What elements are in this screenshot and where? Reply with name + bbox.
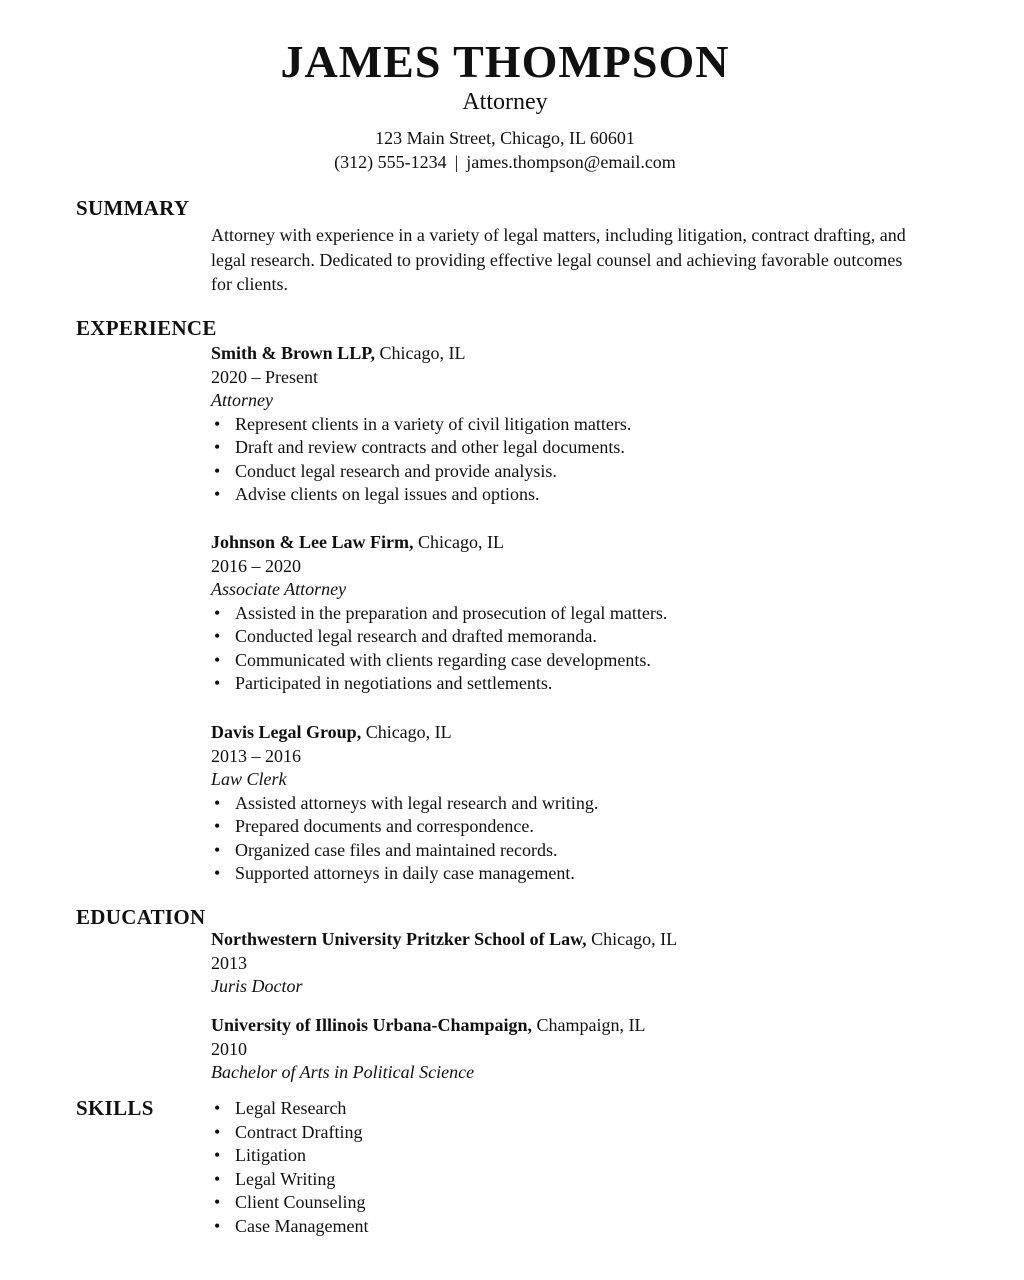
- school-location: Champaign, IL: [536, 1015, 646, 1035]
- skill-item: • Litigation: [211, 1144, 911, 1168]
- job-org-line: [211, 342, 911, 366]
- job-dates: 2013 – 2016: [211, 745, 301, 766]
- skill-item: • Legal Research: [211, 1097, 911, 1121]
- graduation-year: 2013: [211, 952, 247, 973]
- job-role: Associate Attorney: [211, 579, 347, 599]
- school-name: University of Illinois Urbana-Champaign,: [211, 1015, 533, 1035]
- job-location: Chicago, IL: [365, 722, 452, 742]
- job-org: Smith & Brown LLP,: [211, 343, 376, 363]
- job-location: Chicago, IL: [379, 343, 466, 363]
- job-bullets: [211, 792, 911, 886]
- candidate-name: JAMES THOMPSON: [280, 36, 730, 87]
- job-location: Chicago, IL: [418, 532, 504, 552]
- contact-separator: |: [454, 152, 459, 172]
- job-org: Davis Legal Group,: [211, 722, 362, 742]
- job-org: Johnson & Lee Law Firm,: [211, 532, 414, 552]
- summary-text: Attorney with experience in a variety of legal matters, including litigation, contract drafting, and legal research. Dedicated to providing effective legal counsel and achieving favorable outcomes for clients.: [211, 225, 906, 294]
- job-bullet: • Organized case files and maintained records.: [211, 839, 911, 863]
- skills-heading: SKILLS: [76, 1096, 154, 1120]
- job-entry: [211, 342, 911, 507]
- summary-section: [211, 223, 911, 297]
- skill-item: • Client Counseling: [211, 1191, 911, 1215]
- degree: Juris Doctor: [211, 976, 303, 996]
- contact-info: [0, 126, 1010, 174]
- school-location: Chicago, IL: [591, 929, 678, 949]
- candidate-title: Attorney: [462, 89, 548, 115]
- resume-header: [0, 36, 1010, 174]
- phone: (312) 555-1234: [334, 152, 447, 172]
- education-heading: EDUCATION: [76, 905, 206, 929]
- job-bullet: • Conducted legal research and drafted memoranda.: [211, 625, 911, 649]
- job-role: Attorney: [211, 390, 273, 410]
- job-org-line: [211, 721, 911, 745]
- job-dates: 2020 – Present: [211, 366, 318, 387]
- skill-item: • Legal Writing: [211, 1168, 911, 1192]
- experience-heading: EXPERIENCE: [76, 316, 217, 340]
- address: 123 Main Street, Chicago, IL 60601: [375, 128, 635, 148]
- school-line: [211, 1014, 911, 1038]
- job-bullet: • Assisted in the preparation and prosecution of legal matters.: [211, 602, 911, 626]
- job-bullets: [211, 602, 911, 696]
- skills-list: [211, 1097, 911, 1238]
- graduation-year: 2010: [211, 1038, 247, 1059]
- job-role: Law Clerk: [211, 769, 287, 789]
- job-bullet: • Advise clients on legal issues and options.: [211, 483, 911, 507]
- job-entry: [211, 531, 911, 696]
- job-bullet: • Supported attorneys in daily case management.: [211, 862, 911, 886]
- job-bullet: • Represent clients in a variety of civil litigation matters.: [211, 413, 911, 437]
- school-name: Northwestern University Pritzker School of Law,: [211, 929, 587, 949]
- job-bullet: • Conduct legal research and provide analysis.: [211, 460, 911, 484]
- job-bullet: • Draft and review contracts and other legal documents.: [211, 436, 911, 460]
- job-org-line: [211, 531, 911, 555]
- degree: Bachelor of Arts in Political Science: [211, 1062, 475, 1082]
- summary-heading: SUMMARY: [76, 196, 190, 220]
- job-bullet: • Prepared documents and correspondence.: [211, 815, 911, 839]
- skills-section: [211, 1097, 911, 1238]
- job-bullet: • Assisted attorneys with legal research and writing.: [211, 792, 911, 816]
- school-line: [211, 928, 911, 952]
- email: james.thompson@email.com: [466, 152, 676, 172]
- skill-item: • Case Management: [211, 1215, 911, 1239]
- job-entry: [211, 721, 911, 886]
- phone-email-line: [0, 150, 1010, 174]
- skill-item: • Contract Drafting: [211, 1121, 911, 1145]
- job-bullet: • Communicated with clients regarding case developments.: [211, 649, 911, 673]
- education-entry: [211, 1014, 911, 1085]
- job-bullets: [211, 413, 911, 507]
- education-entry: [211, 928, 911, 999]
- job-bullet: • Participated in negotiations and settlements.: [211, 672, 911, 696]
- job-dates: 2016 – 2020: [211, 555, 301, 576]
